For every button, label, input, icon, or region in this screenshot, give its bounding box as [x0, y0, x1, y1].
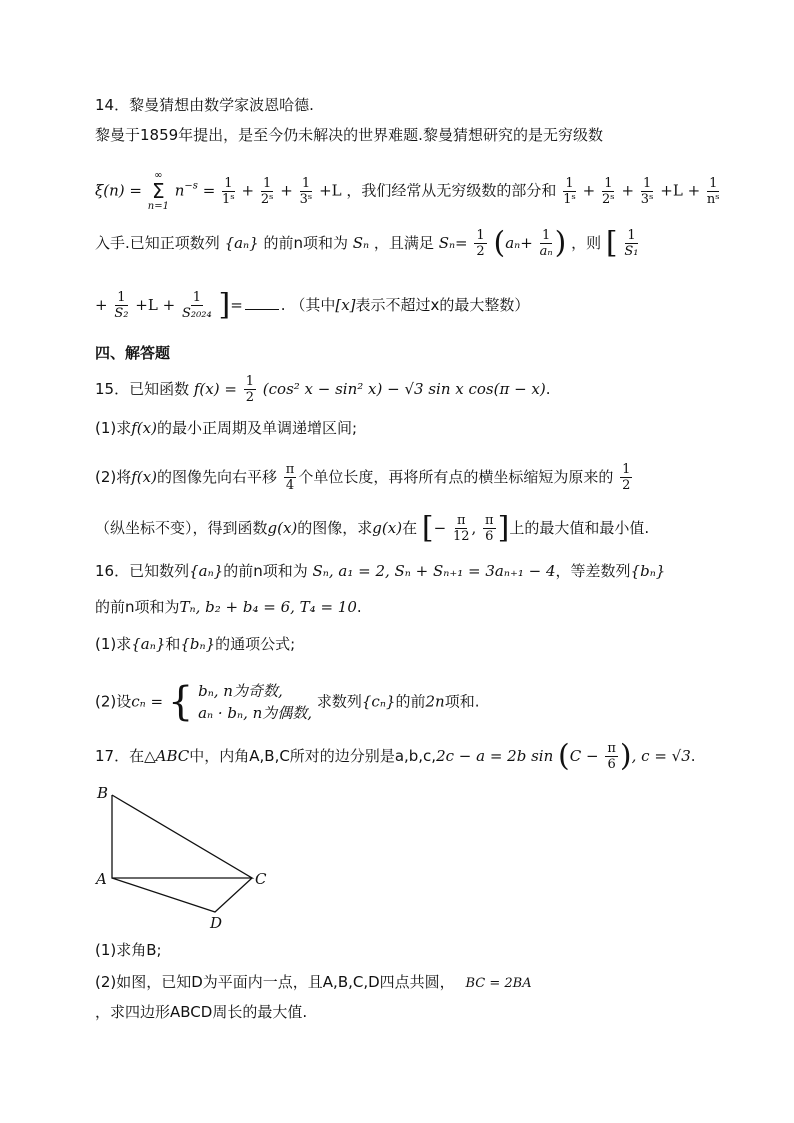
frac-2: $\frac{1}{\text{2ˢ}}$: [260, 175, 274, 207]
q16-cond2: Tₙ, b₂ + b₄ = 6, T₄ = 10: [179, 598, 357, 616]
q16-l1b: 的前n项和为: [223, 562, 308, 580]
q17-l1b: 中，内角A,B,C所对的边分别是a,b,c,: [189, 747, 437, 765]
frac-p2: $\frac{1}{\text{2ˢ}}$: [602, 175, 615, 207]
frac-inv-an: $\frac{1}{\text{aₙ}}$: [539, 228, 553, 259]
summation: [148, 170, 169, 212]
label-c: C: [255, 870, 267, 888]
bracket-x: [x]: [335, 296, 356, 314]
q14-l4c: ，且满足: [373, 234, 434, 252]
frac-1: $\frac{1}{\text{1ˢ}}$: [222, 175, 235, 207]
q16-p1a: (1)求: [95, 635, 132, 653]
sum-bottom: n=1: [147, 201, 169, 212]
q15-half-2: $\frac{1}{2}$: [622, 462, 631, 493]
q17-l1a: 17．在: [95, 747, 145, 765]
q17-pi-6: $\frac{\pi}{6}$: [607, 741, 616, 772]
q14-zeta-line: ξ(n) = ∞ Σ n=1 $n^{-s}$ = $\frac{1}{\text{1ˢ}}$ + $\frac{1}{\text{2ˢ}}$ + $\frac{1}{\text{3ˢ}}$ +L ，我们经常从无穷级数的部分和 $\frac{1}{\text{1ˢ}}$ + $\frac{1}{\text{2ˢ}}$ + $\frac{1}{\text{3ˢ}}$ +L + $\frac{1}{\text{nˢ}}$: [95, 170, 720, 212]
q16-part1: [95, 634, 295, 654]
q17-part2-b: ，求四边形ABCD周长的最大值.: [95, 1003, 308, 1021]
q15-l1a: 15．已知函数: [95, 380, 190, 398]
q15-part2: [95, 462, 634, 493]
q14-line5: + $\frac{1}{\text{S₂}}$ +L + $\frac{1}{\text{S₂₀₂₄}}$ ]= . （其中[x]表示不超过x的最大整数）: [95, 287, 530, 323]
q16-cond: Sₙ, a₁ = 2, Sₙ + Sₙ₊₁ = 3aₙ₊₁ − 4: [312, 562, 556, 580]
q16-p2a: (2)设: [95, 692, 132, 711]
answer-blank: [245, 309, 279, 310]
q14-mid-text: ，我们经常从无穷级数的部分和: [346, 181, 557, 200]
q15-p2a: (2)将: [95, 468, 132, 486]
ellipsis-2: L: [672, 181, 683, 200]
q15-p2-fx: f(x): [131, 468, 157, 486]
q15-pi-12: $\frac{\pi}{12}$: [452, 513, 470, 544]
q15-p2c: 个单位长度，再将所有点的横坐标缩短为原来的: [298, 468, 614, 486]
q16-p1b: 和: [165, 635, 181, 653]
q16-case2: aₙ · bₙ, n为偶数,: [198, 704, 313, 722]
q14-l5-tail: （其中: [290, 296, 336, 314]
quadrilateral-figure: [90, 780, 290, 930]
seq-a: {aₙ}: [224, 234, 259, 252]
q16-p2b: 求数列: [316, 692, 362, 711]
frac-n: $\frac{1}{\text{nˢ}}$: [706, 175, 720, 207]
q16-l1a: 16．已知数列: [95, 562, 190, 580]
ellipsis-3: L: [147, 296, 158, 314]
q14-line4: 入手.已知正项数列 {aₙ} 的前n项和为 Sₙ ，且满足 Sₙ= $\frac{1}{2}$ (aₙ+ $\frac{1}{\text{aₙ}}$ ) ，则 [ $\frac{1}{\text{S₁}}$: [95, 225, 639, 261]
frac-3: $\frac{1}{\text{3ˢ}}$: [299, 175, 313, 207]
q17-part2: [95, 972, 532, 994]
q14-title: 14．黎曼猜想由数学家波恩哈德.: [95, 96, 314, 114]
sn-2: Sₙ: [438, 234, 456, 252]
sn: Sₙ: [352, 234, 370, 252]
q15-lbd: 上的最大值和最小值.: [509, 519, 650, 537]
q14-l5-end: 表示不超过x的最大整数）: [355, 296, 530, 314]
q15-expr: (cos² x − sin² x) − √3 sin x cos(π − x): [262, 380, 546, 398]
q17-part1: (1)求角B;: [95, 941, 162, 959]
q14-line2: 黎曼于1859年提出，是至今仍未解决的世界难题.黎曼猜想研究的是无穷级数: [95, 126, 603, 144]
frac-s1: $\frac{1}{\text{S₁}}$: [624, 228, 639, 259]
triangle-adc: [112, 878, 252, 912]
q16-bn: {bₙ}: [630, 562, 666, 580]
q16-an-2: {aₙ}: [131, 635, 166, 653]
q15-line1: 15．已知函数 f(x) = $\frac{1}{2}$ (cos² x − sin² x) − √3 sin x cos(π − x).: [95, 374, 551, 405]
frac-s2024: $\frac{1}{\text{S₂₀₂₄}}$: [181, 290, 212, 321]
q17-tri: △ABC: [144, 747, 190, 765]
q16-part2: (2)设cₙ = { bₙ, n为奇数, aₙ · bₙ, n为偶数, 求数列{cₙ}的前2n项和.: [95, 679, 480, 725]
q14-l4a: 入手.已知正项数列: [95, 234, 220, 252]
q15-p1-fx: f(x): [131, 419, 157, 437]
q16-case1: bₙ, n为奇数,: [198, 682, 283, 700]
q15-half: $\frac{1}{2}$: [245, 374, 254, 405]
q16-p1c: 的通项公式;: [215, 635, 296, 653]
q14-l4b: 的前n项和为: [263, 234, 348, 252]
q16-line1: [95, 561, 665, 581]
zeta-lhs: ξ(n) =: [95, 181, 142, 200]
q15-part2-b: （纵坐标不变），得到函数g(x)的图像，求g(x)在 [− $\frac{\pi}{12}$ , $\frac{\pi}{6}$ ]上的最大值和最小值.: [95, 510, 650, 546]
q16-cn: cₙ =: [131, 692, 164, 711]
ellipsis: L: [331, 181, 342, 200]
label-d: D: [210, 914, 223, 930]
q16-line2: 的前n项和为Tₙ, b₂ + b₄ = 6, T₄ = 10.: [95, 598, 362, 616]
q15-p2b: 的图像先向右平移: [156, 468, 277, 486]
sum-exp: −s: [184, 180, 198, 192]
q16-p2d: 项和.: [444, 692, 480, 711]
q16-l1c: ，等差数列: [555, 562, 631, 580]
q15-p1-rest: 的最小正周期及单调递增区间;: [156, 419, 358, 437]
section-heading: 四、解答题: [95, 344, 171, 362]
label-b: B: [97, 784, 109, 802]
frac-half: $\frac{1}{2}$: [476, 228, 485, 259]
q17-p2a: (2)如图，已知D为平面内一点，且A,B,C,D四点共圆，: [95, 973, 455, 991]
q15-part1: [95, 418, 357, 438]
q15-pi-4: $\frac{\pi}{4}$: [285, 462, 295, 493]
q17-bc: BC = 2BA: [465, 976, 532, 991]
q16-cn-set: {cₙ}: [361, 692, 396, 711]
q17-eq: 2c − a = 2b sin: [436, 747, 554, 765]
q15-gx: g(x): [267, 519, 298, 537]
q16-cases: [198, 680, 312, 724]
q15-lbb: 的图像，求: [297, 519, 373, 537]
frac-p1: $\frac{1}{\text{1ˢ}}$: [563, 175, 576, 207]
q16-l2a: 的前n项和为: [95, 598, 180, 616]
q15-pi-6: $\frac{\pi}{6}$: [485, 513, 494, 544]
q16-bn-2: {bₙ}: [180, 635, 216, 653]
q15-lba: （纵坐标不变），得到函数: [95, 519, 268, 537]
q17-line1: 17．在△ABC中，内角A,B,C所对的边分别是a,b,c,2c − a = 2b sin (C − $\frac{\pi}{6}$ ), c = √3.: [95, 738, 696, 774]
sum-term: n: [174, 181, 185, 200]
q15-lbc: 在: [402, 519, 418, 537]
q15-gx-2: g(x): [372, 519, 403, 537]
sigma-icon: Σ: [152, 179, 165, 203]
q17-c: C −: [569, 747, 599, 765]
q15-fx: f(x) =: [193, 380, 237, 398]
q17-ceq: , c = √3: [631, 747, 691, 765]
label-a: A: [96, 870, 107, 888]
q16-an: {aₙ}: [189, 562, 224, 580]
q15-p1a: (1)求: [95, 419, 132, 437]
triangle-abc: [112, 795, 252, 878]
sum-top: ∞: [154, 170, 163, 181]
q16-2n: 2n: [425, 692, 445, 711]
q16-p2c: 的前: [395, 692, 426, 711]
frac-p3: $\frac{1}{\text{3ˢ}}$: [640, 175, 654, 207]
q14-l4d: ，则: [571, 234, 602, 252]
frac-s2: $\frac{1}{\text{S₂}}$: [114, 290, 129, 321]
